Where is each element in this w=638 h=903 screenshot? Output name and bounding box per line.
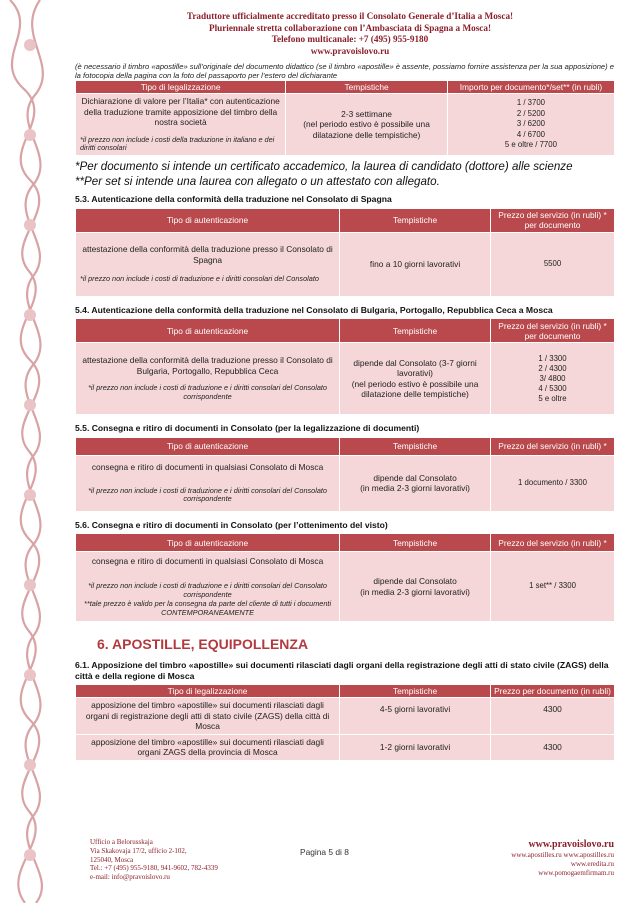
table-cell-time: dipende dal Consolato (in media 2-3 giorni lavorativi) <box>340 552 491 622</box>
page-number: Pagina 5 di 8 <box>300 847 349 857</box>
table-6-1 <box>75 684 615 761</box>
footer-line: e-mail: info@pravoislovo.ru <box>90 873 170 882</box>
price-line: 1 / 3700 <box>516 98 546 108</box>
table-cell-type <box>76 343 340 415</box>
footer-link: www.eredita.ru <box>570 859 614 868</box>
header-phone: Telefono multicanale: +7 (495) 955-9180 <box>271 34 429 44</box>
table-5-5 <box>75 437 615 512</box>
decorative-border-ornament <box>0 0 62 903</box>
table-cell-type <box>76 552 340 622</box>
footer-line: 125040, Mosca <box>90 855 134 864</box>
table-cell-type <box>76 94 286 156</box>
table-header: Tempistiche <box>340 437 491 455</box>
price-line: 1 / 3300 <box>538 353 567 363</box>
section-5-5-title: 5.5. Consegna e ritiro di documenti in Consolato (per la legalizzazione di documenti) <box>75 423 420 434</box>
price-line: 2 / 4300 <box>538 363 567 373</box>
price-line: 4 / 5300 <box>538 383 567 393</box>
footnote-document: *Per documento si intende un certificato accademico, la laurea di candidato (dottore) alle scienze <box>75 160 573 174</box>
cell-note-2: **tale prezzo è valido per la consegna da parte del cliente di tutti i documenti CONTEMPORANEAMENTE <box>84 598 332 617</box>
footer-link: www.pomogaemfirmam.ru <box>538 868 614 877</box>
footer-line: Tel.: +7 (495) 955-9180, 941-9602, 782-4339 <box>90 864 218 873</box>
table-5-3 <box>75 208 615 297</box>
legalization-table <box>75 80 615 156</box>
table-header: Prezzo del servizio (in rubli) * per documento <box>491 319 615 343</box>
table-5-4 <box>75 318 615 415</box>
header-website: www.pravoislovo.ru <box>310 45 390 56</box>
page-header <box>70 11 630 57</box>
table-cell-price: 5500 <box>491 232 615 296</box>
table-header: Tempistiche <box>286 81 448 94</box>
table-cell-type: apposizione del timbro «apostille» sui documenti rilasciati dagli organi di registrazione degli atti di stato civile (ZAGS) della città di Mosca <box>76 698 340 735</box>
table-header: Prezzo per documento (in rubli) <box>491 685 615 698</box>
section-5-6-title: 5.6. Consegna e ritiro di documenti in Consolato (per l’ottenimento del visto) <box>75 519 388 530</box>
table-header: Tipo di autenticazione <box>76 319 340 343</box>
footer-address <box>90 838 218 882</box>
table-header: Tipo di legalizzazione <box>76 81 286 94</box>
footnote-set: **Per set si intende una laurea con allegato o un attestato con allegato. <box>75 175 440 189</box>
table-cell-time: 2-3 settimane (nel periodo estivo è possibile una dilatazione delle tempistiche) <box>286 94 448 156</box>
cell-note: *il prezzo non include i costi di traduzione e i diritti consolari del Consolato corrispondente <box>88 581 327 600</box>
footer-link: www.apostilles.ru www.apostilles.ru <box>511 851 614 859</box>
cell-text: consegna e ritiro di documenti in qualsiasi Consolato di Mosca <box>91 555 324 566</box>
table-header: Importo per documento*/set** (in rubli) <box>447 81 614 94</box>
cell-text: attestazione della conformità della traduzione presso il Consolato di Bulgaria, Portogallo, Repubblica Ceca <box>82 355 333 376</box>
table-header: Tipo di autenticazione <box>76 208 340 232</box>
footer-main-site: www.pravoislovo.ru <box>528 839 614 850</box>
table-cell-time: 1-2 giorni lavorativi <box>340 734 491 760</box>
price-line: 3/ 4800 <box>539 373 566 383</box>
cell-note: *il prezzo non include i costi di traduzione e i diritti consolari del Consolato corrispondente <box>88 383 327 402</box>
table-cell-type <box>76 232 340 296</box>
footer-websites <box>511 838 614 877</box>
section-5-3-title: 5.3. Autenticazione della conformità della traduzione nel Consolato di Spagna <box>75 194 392 205</box>
table-header: Prezzo del servizio (in rubli) * <box>491 534 615 552</box>
table-header: Tempistiche <box>340 319 491 343</box>
footer-line: Ufficio a Belorusskaja <box>90 838 153 846</box>
table-header: Tempistiche <box>340 534 491 552</box>
table-cell-price: 4300 <box>491 734 615 760</box>
table-header: Tempistiche <box>340 685 491 698</box>
main-content <box>75 62 615 761</box>
table-header: Prezzo del servizio (in rubli) * per documento <box>491 208 615 232</box>
table-cell-price: 1 documento / 3300 <box>491 455 615 511</box>
table-cell-type: apposizione del timbro «apostille» sui documenti rilasciati dagli organi ZAGS della provincia di Mosca <box>76 734 340 760</box>
table-header: Tipo di autenticazione <box>76 437 340 455</box>
table-cell-time: dipende dal Consolato (in media 2-3 giorni lavorativi) <box>340 455 491 511</box>
cell-text: Dichiarazione di valore per l’Italia* con autenticazione della traduzione tramite apposizione del timbro della nostra società <box>81 96 280 127</box>
table-header: Tipo di autenticazione <box>76 534 340 552</box>
table-cell-price <box>491 343 615 415</box>
cell-note: *il prezzo non include i costi di traduzione e i diritti consolari del Consolato corrispondente <box>88 485 327 504</box>
table-header: Prezzo del servizio (in rubli) * <box>491 437 615 455</box>
header-line-1: Traduttore ufficialmente accreditato presso il Consolato Generale d’Italia a Mosca! <box>186 11 514 21</box>
price-line: 2 / 5200 <box>516 108 546 118</box>
table-cell-type <box>76 455 340 511</box>
header-line-2: Pluriennale stretta collaborazione con l’Ambasciata di Spagna a Mosca! <box>208 22 492 33</box>
section-5-4-title: 5.4. Autenticazione della conformità della traduzione nel Consolato di Bulgaria, Portogallo, Repubblica Ceca a Mosca <box>75 304 553 315</box>
table-cell-price: 1 set** / 3300 <box>491 552 615 622</box>
price-line: 5 e oltre / 7700 <box>504 140 557 150</box>
cell-text: attestazione della conformità della traduzione presso il Consolato di Spagna <box>82 244 333 265</box>
cell-note: *il prezzo non include i costi della traduzione in italiano e dei diritti consolari <box>80 134 275 153</box>
price-line: 3 / 6200 <box>516 119 546 129</box>
table-cell-price: 4300 <box>491 698 615 735</box>
table-header: Tipo di legalizzazione <box>76 685 340 698</box>
section-6-title: 6. APOSTILLE, EQUIPOLLENZA <box>97 636 309 653</box>
footer-line: Via Skakovaja 17/2, ufficio 2-102, <box>90 846 187 855</box>
table-cell-price <box>447 94 614 156</box>
table-cell-time: 4-5 giorni lavorativi <box>340 698 491 735</box>
table-cell-time: dipende dal Consolato (3-7 giorni lavorativi) (nel periodo estivo è possibile una dilatazione delle tempistiche) <box>340 343 491 415</box>
table-5-6 <box>75 533 615 622</box>
price-line: 4 / 6700 <box>516 129 546 139</box>
table-cell-time: fino a 10 giorni lavorativi <box>340 232 491 296</box>
price-line: 5 e oltre <box>538 393 567 403</box>
section-6-1-title: 6.1. Apposizione del timbro «apostille» sui documenti rilasciati dagli organi della registrazione degli atti di stato civile (ZAGS) della città e della regione di Mosca <box>75 660 609 681</box>
cell-text: consegna e ritiro di documenti in qualsiasi Consolato di Mosca <box>91 462 324 473</box>
intro-note: (è necessario il timbro «apostille» sull’originale del documento didattico (se il timbro «apostille» è assente, possiamo fornire assistenza per la sua apposizione) e la fotocopia della pagina con la foto del passaporto per l’estero del dichiarante <box>75 62 615 80</box>
cell-note: *il prezzo non include i costi di traduzione e i diritti consolari del Consolato <box>80 274 319 284</box>
table-header: Tempistiche <box>340 208 491 232</box>
